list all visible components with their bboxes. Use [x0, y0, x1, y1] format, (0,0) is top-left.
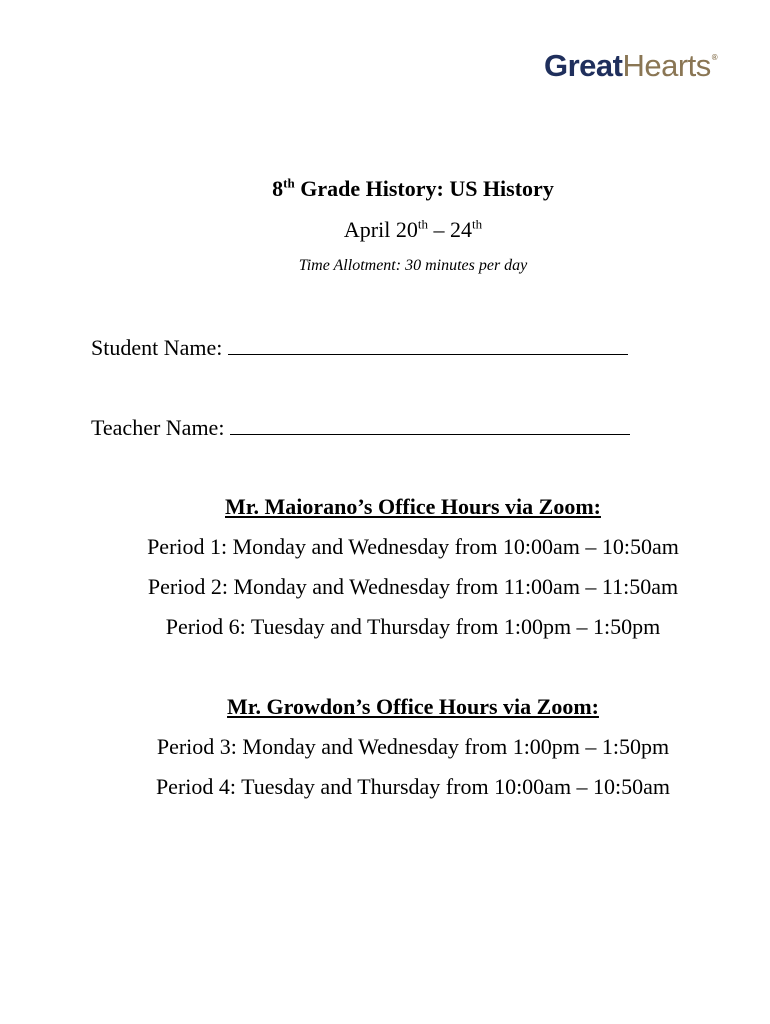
- greathearts-logo: [544, 50, 717, 81]
- time-allotment: Time Allotment: 30 minutes per day: [298, 257, 528, 274]
- title-superscript: th: [283, 175, 295, 191]
- maiorano-heading: Mr. Maiorano’s Office Hours via Zoom:: [225, 494, 601, 519]
- student-name-label: Student Name:: [91, 335, 223, 360]
- maiorano-period-2: Period 2: Monday and Wednesday from 11:00am – 11:50am: [147, 574, 679, 599]
- teacher-name-field: [91, 414, 630, 441]
- date-range: [0, 217, 770, 243]
- maiorano-period-1: Period 1: Monday and Wednesday from 10:00am – 10:50am: [147, 534, 679, 559]
- student-name-blank[interactable]: [228, 334, 628, 355]
- date-end-superscript: th: [471, 216, 483, 232]
- growdon-heading: Mr. Growdon’s Office Hours via Zoom:: [227, 694, 599, 719]
- date-end: – 24: [427, 217, 472, 242]
- teacher-name-label: Teacher Name:: [91, 415, 225, 440]
- date-start: April 20: [343, 217, 418, 242]
- maiorano-period-6: Period 6: Tuesday and Thursday from 1:00pm – 1:50pm: [165, 614, 661, 639]
- teacher-name-blank[interactable]: [230, 414, 630, 435]
- page-title: [0, 176, 770, 202]
- logo-great: Great: [544, 48, 623, 83]
- registered-mark: ®: [711, 53, 718, 62]
- title-text: Grade History: US History: [294, 176, 554, 201]
- growdon-period-3: Period 3: Monday and Wednesday from 1:00pm – 1:50pm: [156, 734, 670, 759]
- date-start-superscript: th: [417, 216, 428, 232]
- title-grade-number: 8: [272, 176, 284, 201]
- student-name-field: [91, 334, 628, 361]
- logo-hearts: Hearts: [622, 48, 711, 83]
- growdon-period-4: Period 4: Tuesday and Thursday from 10:00am – 10:50am: [155, 774, 671, 799]
